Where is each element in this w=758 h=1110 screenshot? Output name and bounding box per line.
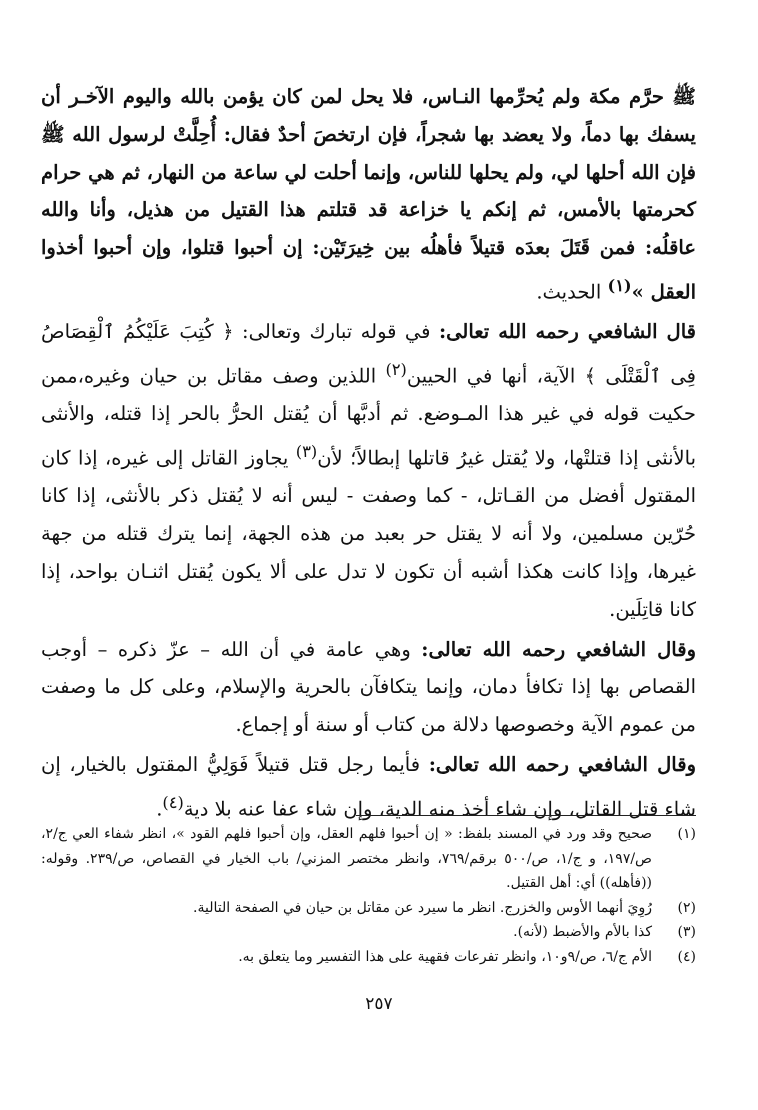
shafii-text-3-end: . [156,797,163,821]
shafii-text-1b: اللذين وصف مقاتل بن حيان وغيره،ممن حكيت قوله في غير هذا المـوضع. ثم أدبَّها أن يُقتل الحرُّ بالحر إذا قتله، والأنثى بالأنثى إذا قتلتْها، ولا يُقتل غيرُ قاتلها إبطالاً؛ لأن [41,364,696,470]
shafii-text-2: وهي عامة في أن الله – عزّ ذكره – أوجب القصاص بها إذا تكافأ دمان، وإنما يتكافآن بالحرية والإسلام، وعلى كل ما وصفت من عموم الآية وخصوصها دلالة من كتاب أو سنة أو إجماع. [41,637,696,737]
footnote-number: (١) [677,826,696,842]
footnote-number: (٣) [677,924,696,940]
shafii-paragraph-2 [41,631,696,744]
footnote-text: كذا بالأم والأضبط (لأنه). [513,924,652,940]
hadith-paragraph [41,78,696,311]
footnote-ref-2: (٢) [385,360,407,380]
footnote-text: الأم ج/٦، ص/٩و١٠، وانظر تفرعات فقهية على هذا التفسير وما يتعلق به. [238,948,652,965]
footnote-item [41,822,696,896]
footnotes [41,822,696,969]
footnote-number: (٤) [677,948,696,965]
footnote-item [41,896,696,921]
footnote-ref-1: (١) [607,275,632,295]
footnote-divider [356,815,696,816]
page-number: ٢٥٧ [365,994,393,1014]
footnote-item [41,920,696,945]
hadith-text: ﷺ حرَّم مكة ولم يُحرِّمها النـاس، فلا يحل لمن كان يؤمن بالله واليوم الآخـر أن يسفك بها دماً، ولا يعضد بها شجراً، فإن ارتخصَ أحدٌ فقال: أُحِلَّتْ لرسول الله ﷺ فإن الله أحلها لي، ولم يحلها للناس، وإنما أحلت لي ساعة من النهار، ثم هي حرام كحرمتها بالأمس، ثم إنكم يا خزاعة قد قتلتم هذا القتيل من هذيل، وأنا والله عاقلُه: فمن قَتَلَ بعدَه قتيلاً فأهلُه بين خِيرَتَيْن: إن أحبوا قتلوا، وإن أحبوا أخذوا العقل » [41,85,696,304]
shafii-text-3: فأيما رجل قتل قتيلاً فَوَلِيُّ المقتول بالخيار، إن شاء قتل القاتل، وإن شاء أخذ منه الدية، وإن شاء عفا عنه بلا دية [41,753,696,821]
hadith-tail: الحديث. [536,280,608,304]
shafii-lead-2: وقال الشافعي رحمه الله تعالى: [421,637,696,661]
shafii-lead-1: قال الشافعي رحمه الله تعالى: [438,320,696,344]
shafii-paragraph-1 [41,313,696,628]
footnote-text: صحيح وقد ورد في المسند بلفظ: « إن أحبوا فلهم العقل، وإن أحبوا فلهم القود »، انظر شفاء العي ج/٢، ص/١٩٧، و ج/١، ص/٥٠٠ برقم/٧٦٩، وانظر مختصر المزني/ باب الخيار في القصاص، ص/٢٣٩. وقوله: ((فأهله)) أي: أهل القتيل. [41,826,652,891]
shafii-text-1c: يجاوز القاتل إلى غيره، إذا كان المقتول أفضل من القـاتل، - كما وصفت - ليس أنه لا يُقتل ذكر بالأنثى، إذا كانا حُرّين مسلمين، ولا أنه لا يقتل حر بعبد من هذه الجهة، إنما يترك قتله من جهة غيرها، وإذا كانت هكذا أشبه أن تكون لا تدل على ألا يكون يُقتل اثنـان بواحد، إذا كانا قاتِلَين. [41,446,696,621]
shafii-text-1a: في قوله تبارك وتعالى: ﴿ كُتِبَ عَلَيْكُمُ ٱلْقِصَاصُ فِى ٱلْقَتْلَى ﴾ الآية، أنها في الحيين [41,320,697,388]
main-text [41,78,696,828]
footnote-ref-4: (٤) [162,792,184,812]
footnote-number: (٢) [677,899,696,916]
footnote-item [41,945,696,970]
footnote-ref-3: (٣) [295,442,318,462]
shafii-lead-3: وقال الشافعي رحمه الله تعالى: [428,753,696,777]
footnote-text: رُوِيَ أنهما الأوس والخزرج. انظر ما سيرد عن مقاتل بن حيان في الصفحة التالية. [193,899,652,916]
